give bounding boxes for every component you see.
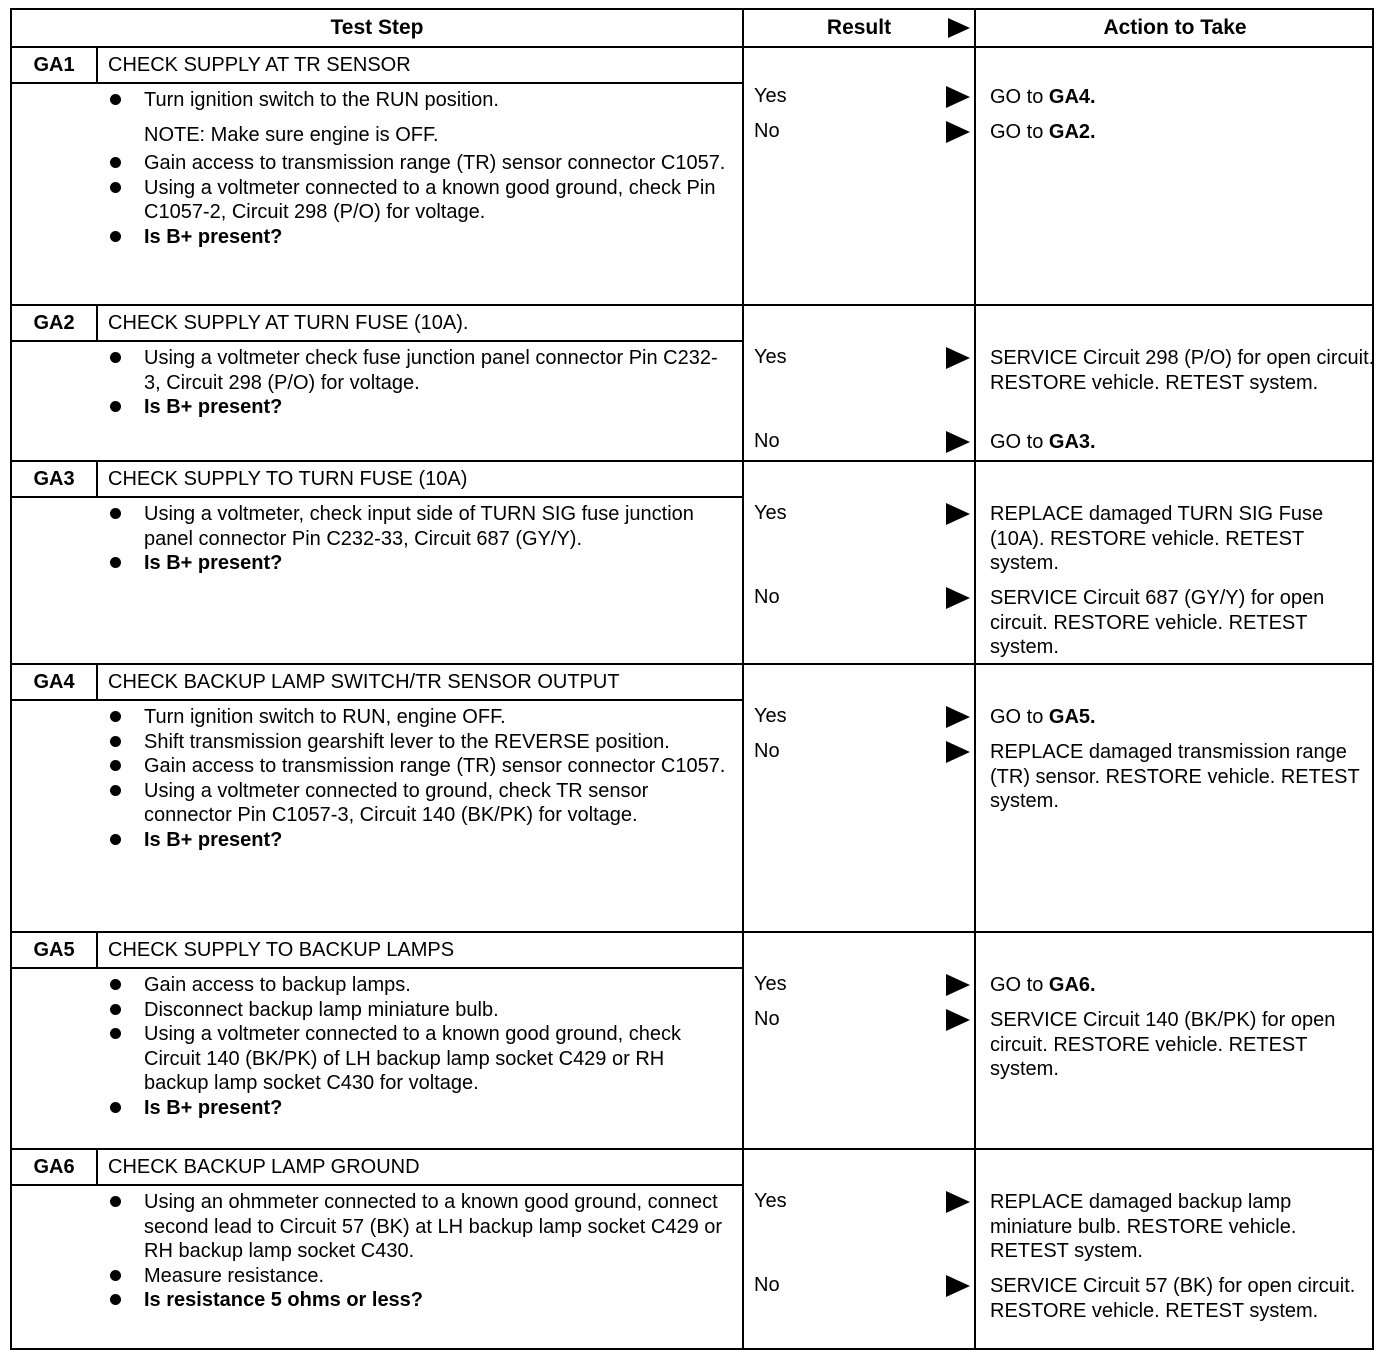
instruction-text: Measure resistance.: [144, 1264, 325, 1287]
instruction-text: Using a voltmeter, check input side of TURN SIG fuse junction panel connector Pin C232-33, Circuit 687 (GY/Y).: [144, 503, 694, 550]
bullet-icon: [110, 1270, 121, 1281]
result-no: No: [754, 1274, 780, 1296]
step-title: CHECK BACKUP LAMP GROUND: [108, 1156, 420, 1178]
arrow-icon: [946, 86, 970, 108]
column-divider: [742, 1150, 744, 1348]
instruction-text: Is resistance 5 ohms or less?: [144, 1289, 424, 1311]
step-code: GA5: [12, 933, 98, 967]
arrow-icon: [948, 18, 970, 38]
instruction-text: Using an ohmmeter connected to a known good ground, connect second lead to Circuit 57 (BK) at LH backup lamp socket C429 or RH backup lamp socket C430.: [144, 1191, 723, 1262]
arrow-icon: [946, 431, 970, 453]
action-to-take: [990, 1274, 1375, 1323]
step-title-row: [12, 462, 742, 498]
column-divider: [974, 1150, 976, 1348]
column-divider: [974, 462, 976, 663]
action-to-take: [990, 430, 1375, 455]
instruction-item: [108, 1022, 728, 1096]
step-instructions: [108, 705, 728, 852]
step-instructions: [108, 502, 728, 576]
action-step-ref[interactable]: GA2.: [1048, 121, 1096, 143]
result-no: No: [754, 120, 780, 142]
bullet-icon: [110, 1028, 121, 1039]
column-divider: [974, 933, 976, 1148]
test-step-ga2: [10, 304, 1374, 460]
bullet-icon: [110, 760, 121, 771]
instruction-text: Is B+ present?: [144, 828, 283, 851]
bullet-icon: [110, 231, 121, 242]
bullet-icon: [110, 736, 121, 747]
instruction-text: Gain access to transmission range (TR) sensor connector C1057.: [144, 755, 726, 777]
instruction-item: [108, 225, 728, 250]
column-divider: [742, 665, 744, 931]
arrow-icon: [946, 974, 970, 996]
action-text: REPLACE damaged TURN SIG Fuse (10A). RESTORE vehicle. RETEST system.: [990, 503, 1324, 574]
instruction-text: NOTE: Make sure engine is OFF.: [144, 123, 439, 146]
step-title-row: [12, 665, 742, 701]
steps-container: [10, 46, 1374, 1350]
bullet-icon: [110, 557, 121, 568]
step-title: CHECK SUPPLY AT TR SENSOR: [108, 54, 411, 76]
bullet-icon: [110, 1294, 121, 1305]
bullet-icon: [110, 785, 121, 796]
step-title-row: [12, 48, 742, 84]
bullet-icon: [110, 1102, 121, 1113]
instruction-text: Using a voltmeter connected to ground, check TR sensor connector Pin C1057-3, Circuit 140 (BK/PK) for voltage.: [144, 779, 649, 826]
action-text: GO to: [990, 974, 1049, 996]
result-no: No: [754, 586, 780, 608]
action-text: REPLACE damaged backup lamp miniature bulb. RESTORE vehicle. RETEST system.: [990, 1191, 1297, 1262]
step-code: GA2: [12, 306, 98, 340]
instruction-item: [108, 998, 728, 1023]
arrow-icon: [946, 503, 970, 525]
test-step-ga5: [10, 931, 1374, 1148]
arrow-icon: [946, 1191, 970, 1213]
instruction-item: [108, 1190, 728, 1264]
instruction-item: [108, 151, 728, 176]
test-step-ga3: [10, 460, 1374, 663]
test-step-ga4: [10, 663, 1374, 931]
step-code: GA4: [12, 665, 98, 699]
instruction-item: [108, 1264, 728, 1289]
step-code: GA1: [12, 48, 98, 82]
action-text: SERVICE Circuit 687 (GY/Y) for open circuit. RESTORE vehicle. RETEST system.: [990, 587, 1325, 658]
action-text: GO to: [990, 706, 1049, 728]
instruction-item: [108, 754, 728, 779]
step-title: CHECK BACKUP LAMP SWITCH/TR SENSOR OUTPUT: [108, 671, 620, 693]
step-code: GA3: [12, 462, 98, 496]
bullet-icon: [110, 979, 121, 990]
instruction-item: [108, 973, 728, 998]
table-header: [10, 8, 1374, 46]
action-to-take: [990, 586, 1375, 660]
bullet-icon: [110, 94, 121, 105]
action-step-ref[interactable]: GA4.: [1048, 86, 1096, 108]
step-title-row: [12, 306, 742, 342]
bullet-icon: [110, 711, 121, 722]
action-to-take: [990, 705, 1375, 730]
instruction-text: Using a voltmeter check fuse junction panel connector Pin C232-3, Circuit 298 (P/O) for voltage.: [144, 347, 718, 394]
result-yes: Yes: [754, 973, 787, 995]
instruction-text: Gain access to backup lamps.: [144, 974, 411, 996]
column-divider: [974, 306, 976, 460]
instruction-text: Is B+ present?: [144, 552, 283, 574]
bullet-icon: [110, 508, 121, 519]
step-title: CHECK SUPPLY TO TURN FUSE (10A): [108, 468, 468, 490]
result-no: No: [754, 740, 780, 762]
column-divider: [742, 933, 744, 1148]
arrow-icon: [946, 1009, 970, 1031]
action-to-take: [990, 740, 1375, 814]
instruction-text: Gain access to transmission range (TR) sensor connector C1057.: [144, 152, 726, 174]
action-text: GO to: [990, 121, 1049, 143]
instruction-text: Is B+ present?: [144, 1096, 283, 1119]
step-instructions: [108, 88, 728, 249]
instruction-text: Disconnect backup lamp miniature bulb.: [144, 998, 499, 1021]
test-step-ga6: [10, 1148, 1374, 1350]
instruction-item: [108, 705, 728, 730]
instruction-item: [108, 395, 728, 420]
header-result: Result: [744, 10, 976, 46]
step-instructions: [108, 973, 728, 1120]
action-step-ref[interactable]: GA3.: [1048, 431, 1096, 453]
action-to-take: [990, 346, 1375, 395]
action-step-ref[interactable]: GA5.: [1048, 706, 1096, 728]
instruction-note: [108, 123, 728, 148]
action-text: SERVICE Circuit 57 (BK) for open circuit. RESTORE vehicle. RETEST system.: [990, 1275, 1356, 1322]
step-instructions: [108, 1190, 728, 1313]
column-divider: [974, 48, 976, 304]
step-title: CHECK SUPPLY TO BACKUP LAMPS: [108, 939, 455, 961]
diagnostic-table: [10, 8, 1374, 1350]
instruction-text: Is B+ present?: [144, 225, 283, 248]
arrow-icon: [946, 741, 970, 763]
test-step-ga1: [10, 46, 1374, 304]
header-action: Action to Take: [1103, 16, 1247, 39]
instruction-item: [108, 88, 728, 113]
bullet-icon: [110, 352, 121, 363]
action-text: GO to: [990, 431, 1049, 453]
instruction-item: [108, 779, 728, 828]
arrow-icon: [946, 347, 970, 369]
step-title-row: [12, 1150, 742, 1186]
instruction-item: [108, 828, 728, 853]
instruction-text: Turn ignition switch to RUN, engine OFF.: [144, 706, 506, 728]
arrow-icon: [946, 1275, 970, 1297]
column-divider: [742, 462, 744, 663]
action-to-take: [990, 1008, 1375, 1082]
action-to-take: [990, 120, 1375, 145]
step-title-row: [12, 933, 742, 969]
instruction-text: Is B+ present?: [144, 396, 283, 418]
bullet-icon: [110, 834, 121, 845]
arrow-icon: [946, 706, 970, 728]
result-yes: Yes: [754, 85, 787, 107]
action-to-take: [990, 85, 1375, 110]
instruction-text: Using a voltmeter connected to a known good ground, check Circuit 140 (BK/PK) of LH backup lamp socket C429 or RH backup lamp socket C430 for voltage.: [144, 1023, 681, 1094]
instruction-item: [108, 502, 728, 551]
instruction-text: Turn ignition switch to the RUN position.: [144, 89, 499, 111]
instruction-item: [108, 1096, 728, 1121]
action-step-ref[interactable]: GA6.: [1048, 974, 1096, 996]
step-instructions: [108, 346, 728, 420]
action-text: REPLACE damaged transmission range (TR) sensor. RESTORE vehicle. RETEST system.: [990, 741, 1360, 812]
result-no: No: [754, 1008, 780, 1030]
instruction-item: [108, 346, 728, 395]
action-text: GO to: [990, 86, 1049, 108]
instruction-item: [108, 1288, 728, 1313]
column-divider: [742, 48, 744, 304]
header-test-step: Test Step: [12, 10, 744, 46]
step-code: GA6: [12, 1150, 98, 1184]
step-title: CHECK SUPPLY AT TURN FUSE (10A).: [108, 312, 469, 334]
column-divider: [974, 665, 976, 931]
result-yes: Yes: [754, 1190, 787, 1212]
column-divider: [742, 306, 744, 460]
bullet-icon: [110, 1004, 121, 1015]
instruction-text: Shift transmission gearshift lever to the REVERSE position.: [144, 730, 670, 753]
result-yes: Yes: [754, 346, 787, 368]
instruction-item: [108, 176, 728, 225]
action-text: SERVICE Circuit 140 (BK/PK) for open circuit. RESTORE vehicle. RETEST system.: [990, 1009, 1336, 1080]
instruction-item: [108, 730, 728, 755]
instruction-item: [108, 551, 728, 576]
result-no: No: [754, 430, 780, 452]
bullet-icon: [110, 182, 121, 193]
bullet-icon: [110, 1196, 121, 1207]
arrow-icon: [946, 121, 970, 143]
result-yes: Yes: [754, 705, 787, 727]
action-to-take: [990, 502, 1375, 576]
action-text: SERVICE Circuit 298 (P/O) for open circuit. RESTORE vehicle. RETEST system.: [990, 347, 1375, 394]
bullet-icon: [110, 157, 121, 168]
instruction-text: Using a voltmeter connected to a known good ground, check Pin C1057-2, Circuit 298 (P/O) for voltage.: [144, 176, 716, 223]
action-to-take: [990, 1190, 1375, 1264]
action-to-take: [990, 973, 1375, 998]
arrow-icon: [946, 587, 970, 609]
bullet-icon: [110, 401, 121, 412]
result-yes: Yes: [754, 502, 787, 524]
